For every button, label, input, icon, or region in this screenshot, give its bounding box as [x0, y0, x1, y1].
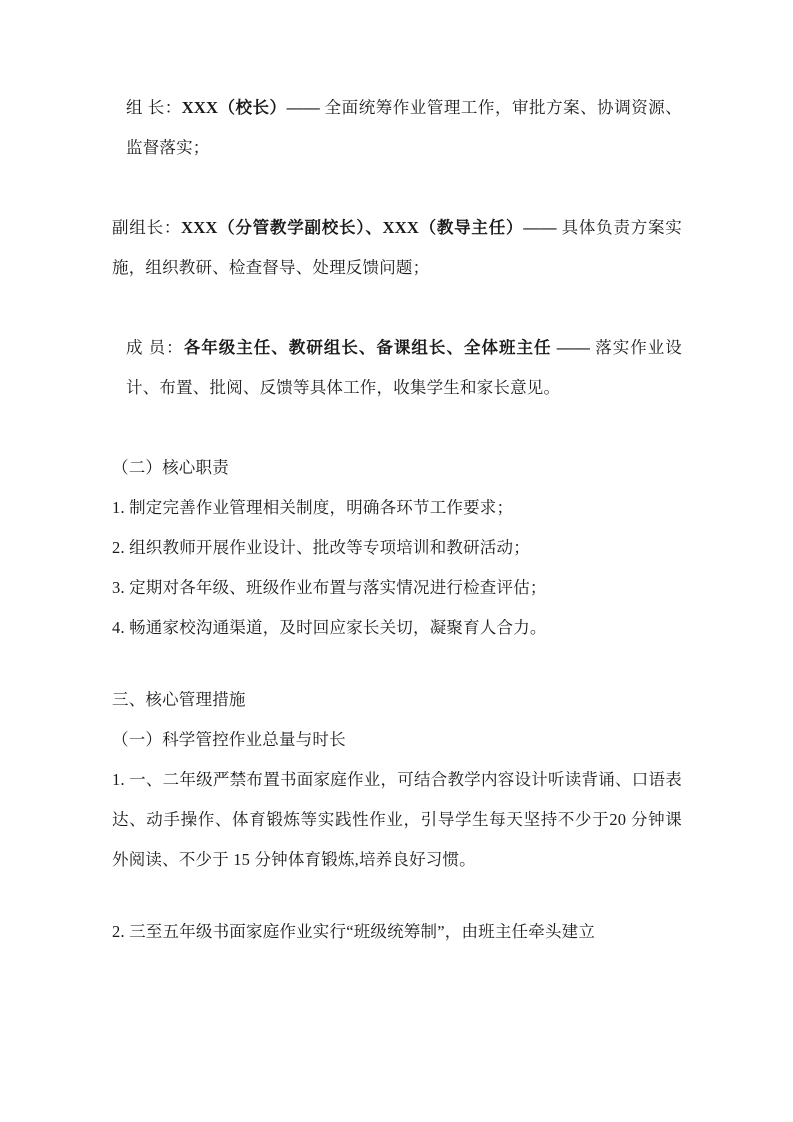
members-duties: 落实作业设计、布置、批阅、反馈等具体工作，收集学生和家长意见。 — [126, 338, 683, 397]
list-item-measure-1: 1. 一、二年级严禁布置书面家庭作业，可结合教学内容设计听读背诵、口语表达、动手操作、体育锻炼等实践性作业，引导学生每天坚持不少于20 分钟课外阅读、不少于 15 分钟体育锻炼,培养良好习惯。 — [112, 770, 682, 869]
heading-control-volume: （一）科学管控作业总量与时长 — [112, 730, 346, 749]
members-names: 各年级主任、教研组长、备课组长、全体班主任 —— — [183, 338, 596, 357]
list-item-duty-4: 4. 畅通家校沟通渠道，及时回应家长关切，凝聚育人合力。 — [112, 618, 547, 637]
deputy-duties: 具体负责方案实施，组织教研、检查督导、处理反馈问题； — [112, 218, 682, 277]
paragraph-deputy-leader — [112, 208, 682, 288]
list-item-duty-1: 1. 制定完善作业管理相关制度，明确各环节工作要求； — [112, 498, 514, 517]
spacer — [112, 408, 682, 448]
spacer — [112, 288, 682, 328]
list-item-measure-2: 2. 三至五年级书面家庭作业实行“班级统筹制”，由班主任牵头建立 — [112, 922, 596, 941]
deputy-label: 副组长： — [112, 218, 182, 237]
heading-core-duties: （二）核心职责 — [112, 458, 229, 477]
list-item-duty-2: 2. 组织教师开展作业设计、批改等专项培训和教研活动； — [112, 538, 530, 557]
paragraph-leader — [112, 88, 682, 168]
document-body — [112, 88, 682, 952]
heading-core-measures: 三、核心管理措施 — [112, 690, 246, 709]
list-item-duty-3: 3. 定期对各年级、班级作业布置与落实情况进行检查评估； — [112, 578, 547, 597]
leader-label: 组 长： — [126, 98, 182, 117]
leader-name: XXX（校长）—— — [181, 98, 325, 117]
spacer — [112, 880, 682, 912]
spacer — [112, 168, 682, 208]
spacer — [112, 648, 682, 680]
members-label: 成 员： — [126, 338, 184, 357]
leader-duties: 全面统筹作业管理工作，审批方案、协调资源、监督落实； — [126, 98, 682, 157]
deputy-names: XXX（分管教学副校长）、XXX（教导主任）—— — [181, 218, 562, 237]
paragraph-members — [112, 328, 682, 408]
